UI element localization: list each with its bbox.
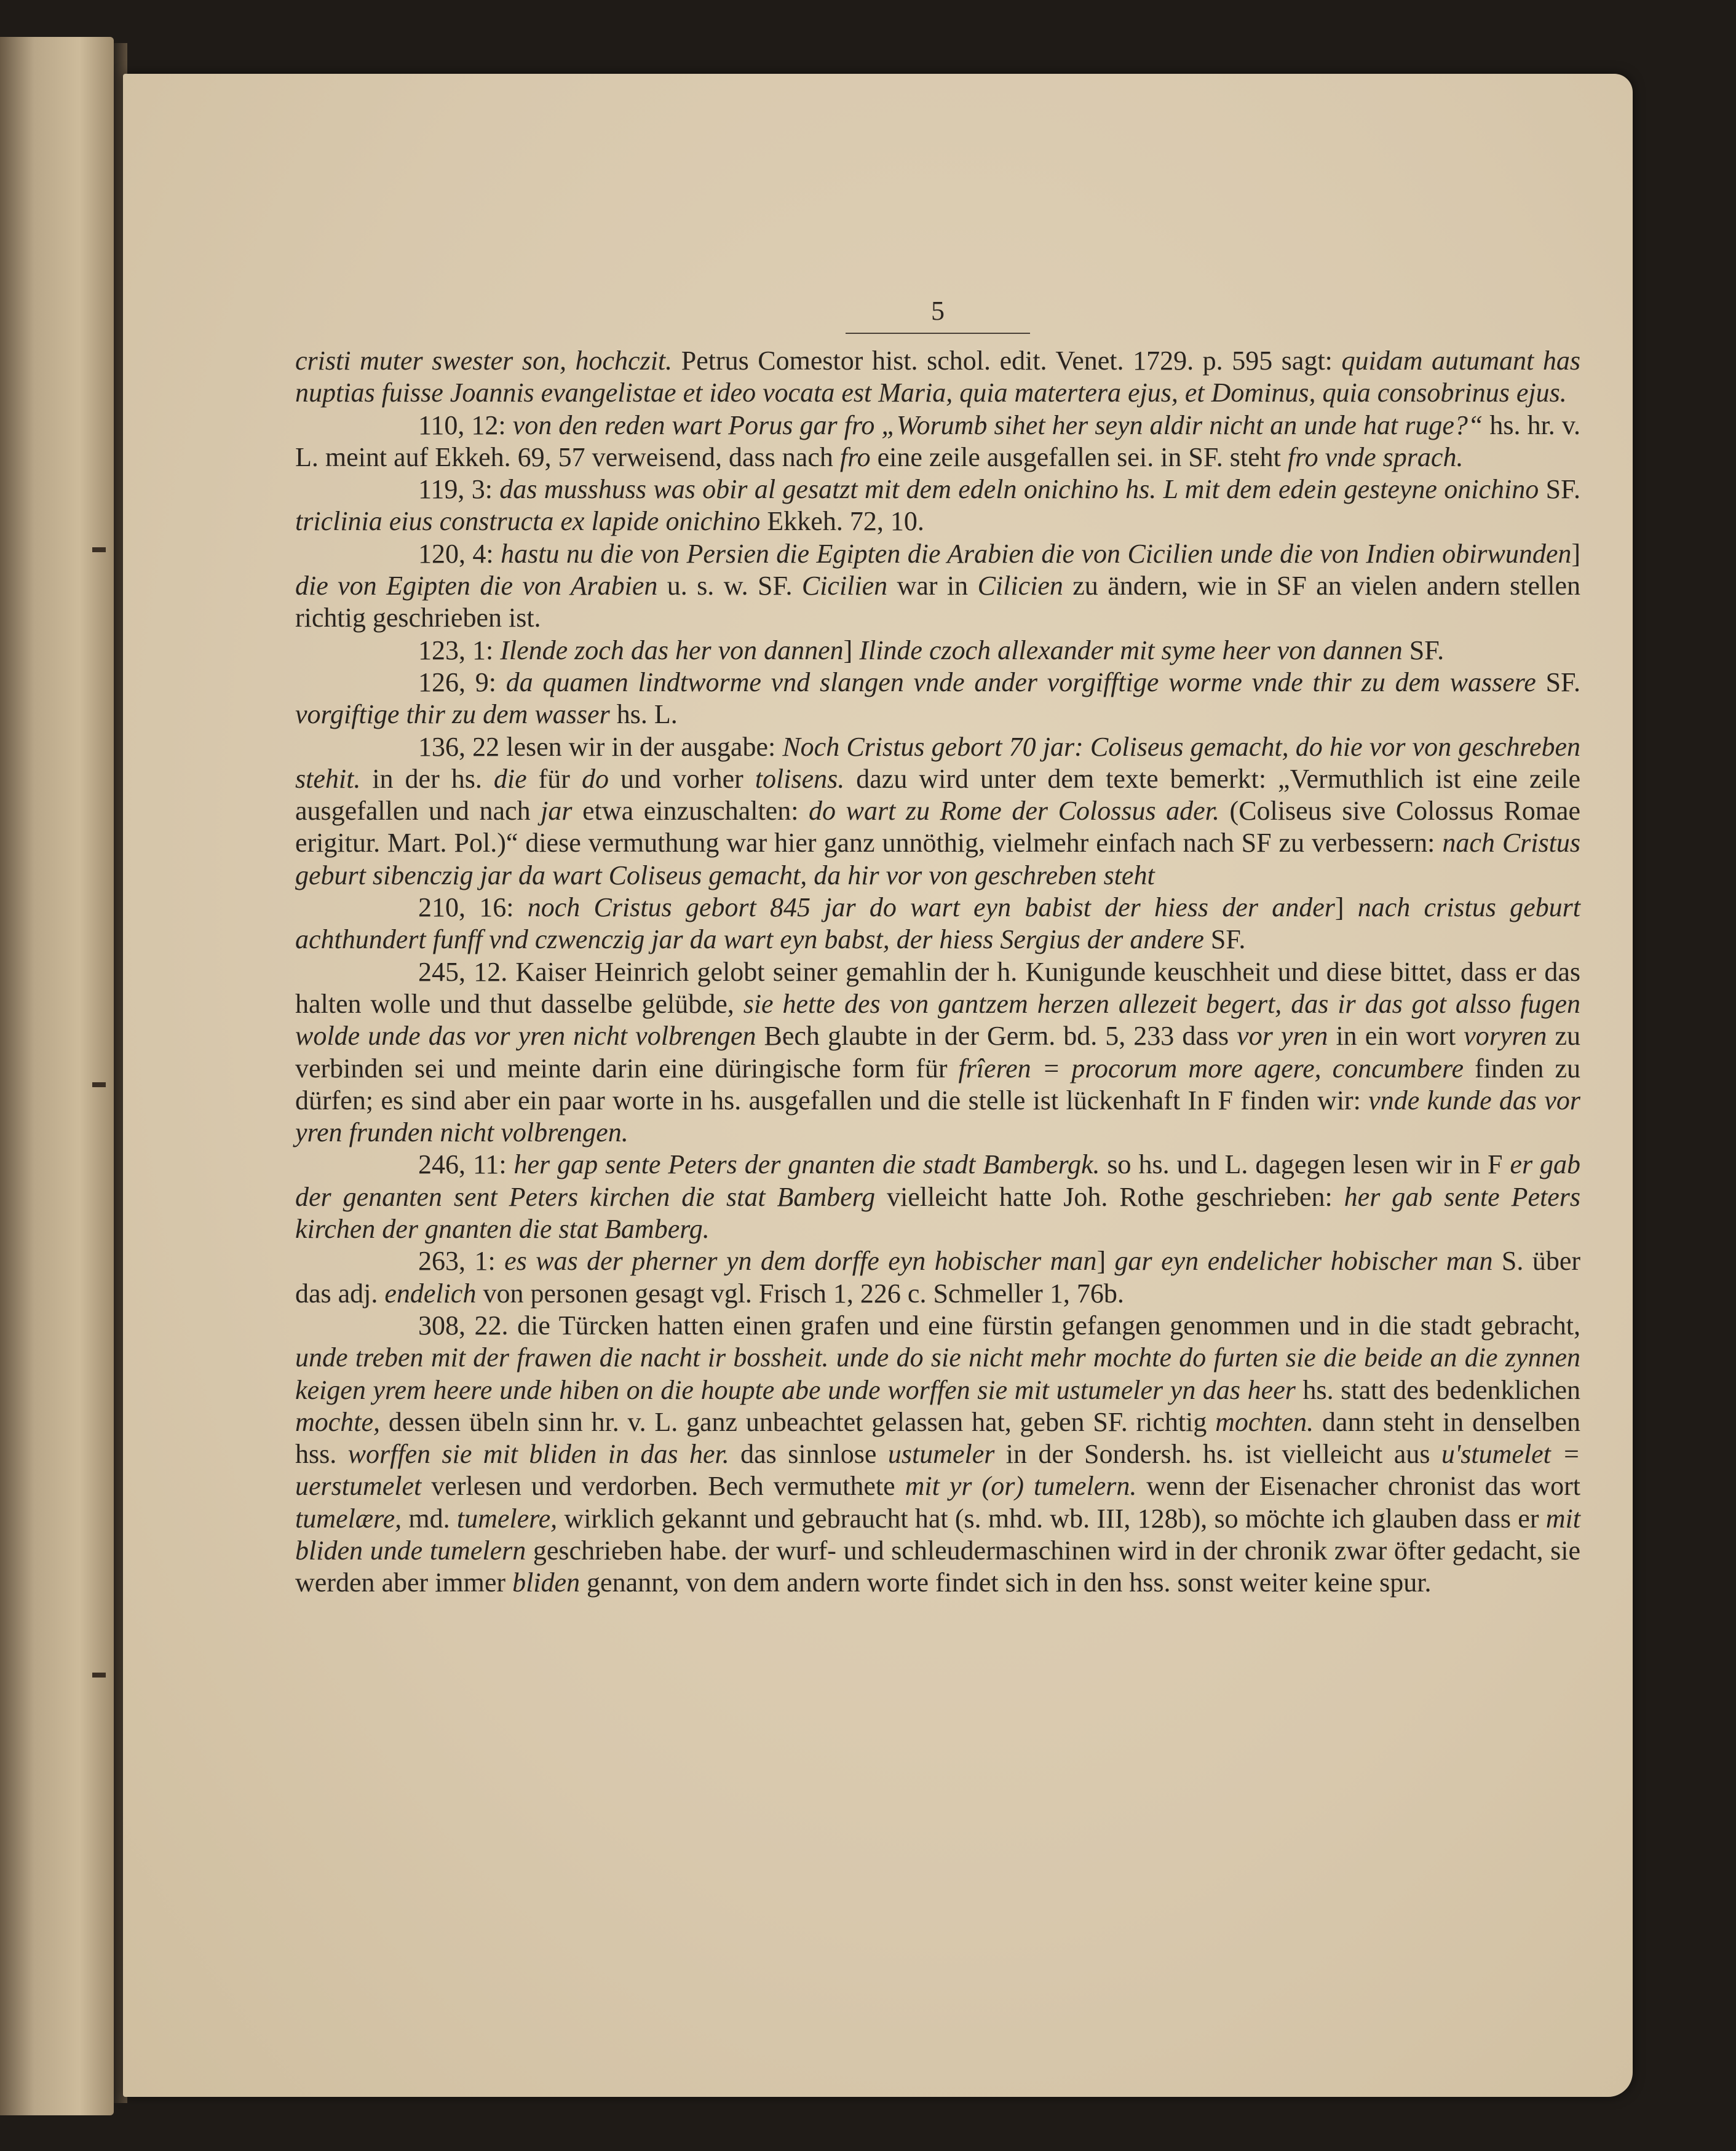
page-edge-mark <box>92 547 106 552</box>
text-run: hs. hr. v. L. meint auf Ekkeh. 69, 57 verweisend, dass nach <box>295 410 1581 472</box>
text-run: ] <box>1096 1246 1115 1277</box>
italic-quote: endelich <box>384 1278 477 1309</box>
paragraph <box>295 345 1580 410</box>
text-run: dazu wird unter dem texte bemerkt: „Vermuthlich ist eine zeile ausgefallen und nach <box>295 763 1580 826</box>
italic-quote: Cicilien <box>801 571 888 601</box>
paragraph <box>295 1310 1580 1599</box>
text-run: 246, 11: <box>418 1149 514 1180</box>
paragraph <box>295 892 1580 956</box>
text-run: 136, 22 lesen wir in der ausgabe: <box>418 731 783 762</box>
text-run: eine zeile ausgefallen sei. in SF. steht <box>870 442 1288 472</box>
page-edge-mark <box>92 1673 106 1678</box>
text-run: finden zu dürfen; es sind aber ein paar worte in hs. ausgefallen und die stelle ist lückenhaft In F finden wir: <box>295 1053 1580 1115</box>
italic-quote: nach Cristus geburt sibenczig jar da wart Coliseus gemacht, da hir vor von geschreben steht <box>295 828 1581 890</box>
italic-quote: es was der pherner yn dem dorffe eyn hobischer man <box>504 1246 1097 1277</box>
text-run: für <box>526 763 582 794</box>
text-run: 119, 3: <box>418 474 500 505</box>
italic-quote: u'stumelet = uerstumelet <box>295 1439 1580 1502</box>
text-run: vielleicht hatte Joh. Rothe geschrieben: <box>875 1181 1344 1212</box>
italic-quote: mochte, <box>295 1406 381 1437</box>
book-page <box>123 74 1633 2097</box>
italic-quote: triclinia eius constructa ex lapide onichino <box>295 506 761 537</box>
text-run: SF. <box>1536 667 1580 697</box>
italic-quote: die <box>493 763 527 794</box>
text-run: hs. L. <box>609 699 678 730</box>
italic-quote: fro <box>839 442 871 472</box>
italic-quote: her gap sente Peters der gnanten die stadt Bambergk. <box>513 1149 1100 1180</box>
italic-quote: gar eyn endelicher hobischer man <box>1114 1246 1493 1277</box>
italic-quote: frîeren = procorum more agere, concumbere <box>958 1053 1464 1083</box>
text-run: Ekkeh. 72, 10. <box>760 506 924 537</box>
italic-quote: Noch Cristus gebort 70 jar: Coliseus gemacht, do hie vor von geschreben stehit. <box>295 731 1580 794</box>
paragraph <box>295 473 1580 538</box>
italic-quote: hastu nu die von Persien die Egipten die Arabien die von Cicilien unde die von Indien obirwunden <box>501 538 1572 569</box>
paragraph <box>295 538 1580 635</box>
italic-quote: die von Egipten die von Arabien <box>295 571 658 601</box>
text-run: das sinnlose <box>729 1439 888 1470</box>
paragraph <box>295 956 1580 1149</box>
text-run: S. über das adj. <box>295 1246 1580 1309</box>
italic-quote: ustumeler <box>887 1439 995 1470</box>
italic-quote: unde treben mit der frawen die nacht ir bossheit. unde do sie nicht mehr mochte do furten sie die beide an die zynnen keigen yrem heere unde hiben on die houpte abe unde worffen sie mit ustumeler yn das heer <box>295 1342 1580 1405</box>
previous-page-edge <box>0 37 114 2115</box>
italic-quote: vor yren <box>1237 1021 1328 1052</box>
text-run: etwa einzuschalten: <box>572 796 809 826</box>
italic-quote: mit bliden unde tumelern <box>295 1503 1580 1566</box>
text-run: 110, 12: <box>418 410 513 440</box>
text-run: dann steht in denselben hss. <box>295 1406 1580 1470</box>
text-run: zu ändern, wie in SF an vielen andern stellen richtig geschrieben ist. <box>295 571 1581 633</box>
italic-quote: er gab der genanten sent Peters kirchen die stat Bamberg <box>295 1149 1581 1212</box>
page-number: 5 <box>846 295 1030 334</box>
italic-quote: worffen sie mit bliden in das her. <box>347 1439 729 1470</box>
text-run: 308, 22. die Türcken hatten einen grafen und eine fürstin gefangen genommen und in die stadt gebracht, <box>418 1310 1580 1341</box>
italic-quote: Ilinde czoch allexander mit syme heer von dannen <box>859 635 1403 665</box>
italic-quote: Cilicien <box>977 571 1063 601</box>
text-run: geschrieben habe. der wurf- und schleudermaschinen wird in der chronik zwar öfter gedacht, sie werden aber immer <box>295 1535 1580 1598</box>
text-run: 120, 4: <box>418 538 501 569</box>
paragraph <box>295 731 1580 892</box>
text-run: 123, 1: <box>418 635 501 665</box>
paragraph <box>295 1245 1580 1310</box>
text-run: so hs. und L. dagegen lesen wir in F <box>1100 1149 1510 1180</box>
text-run: Bech glaubte in der Germ. bd. 5, 233 dass <box>756 1021 1237 1052</box>
italic-quote: vorgiftige thir zu dem wasser <box>295 699 610 730</box>
text-run: 210, 16: <box>418 892 528 923</box>
paragraph <box>295 410 1580 474</box>
text-run: ] <box>1571 538 1581 569</box>
text-run: 245, 12. Kaiser Heinrich gelobt seiner gemahlin der h. Kunigunde keuschheit und diese bittet, dass er das halten wolle und thut dasselbe gelübde, <box>295 956 1580 1019</box>
text-run: 263, 1: <box>418 1246 505 1277</box>
text-run: in der hs. <box>360 763 494 794</box>
italic-quote: mochten. <box>1215 1406 1314 1437</box>
italic-quote: Ilende zoch das her von dannen <box>500 635 844 665</box>
italic-quote: voryren <box>1464 1021 1547 1052</box>
italic-quote: do wart zu Rome der Colossus ader. <box>809 796 1219 826</box>
text-run: (Coliseus sive Colossus Romae erigitur. Mart. Pol.)“ diese vermuthung war hier ganz unnöthig, vielmehr einfach nach SF zu verbessern: <box>295 796 1580 858</box>
text-run: genannt, von dem andern worte findet sich in den hss. sonst weiter keine spur. <box>580 1567 1432 1598</box>
italic-quote: das musshuss was obir al gesatzt mit dem edeln onichino hs. L mit dem edein gesteyne onichino <box>499 474 1539 505</box>
italic-quote: vnde kunde das vor yren frunden nicht volbrengen. <box>295 1085 1580 1148</box>
text-run: in der Sondersh. hs. ist vielleicht aus <box>994 1439 1441 1470</box>
italic-quote: nach cristus geburt achthundert funff vnd czwenczig jar da wart eyn babst, der hiess Sergius der andere <box>295 892 1581 955</box>
text-run: wenn der Eisenacher chronist das wort <box>1136 1471 1580 1502</box>
italic-quote: quidam autumant has nuptias fuisse Joannis evangelistae et ideo vocata est Maria, quia matertera ejus, et Dominus, quia consobrinus ejus. <box>295 346 1580 408</box>
italic-quote: tumelere, <box>456 1503 558 1534</box>
text-run: in ein wort <box>1328 1021 1464 1052</box>
text-run: md. <box>402 1503 457 1534</box>
italic-quote: jar <box>541 796 573 826</box>
italic-quote: cristi muter swester son, hochczit. <box>295 346 673 376</box>
italic-quote: da quamen lindtworme vnd slangen vnde ander vorgifftige worme vnde thir zu dem wassere <box>505 667 1536 697</box>
text-run: von personen gesagt vgl. Frisch 1, 226 c. Schmeller 1, 76b. <box>476 1278 1124 1309</box>
text-run: zu verbinden sei und meinte darin eine düringische form für <box>295 1021 1580 1083</box>
italic-quote: sie hette des von gantzem herzen allezeit begert, das ir das got alsso fugen wolde unde das vor yren nicht volbrengen <box>295 988 1580 1052</box>
text-run: u. s. w. SF. <box>657 571 802 601</box>
text-run: ] <box>843 635 860 665</box>
text-run: SF. <box>1539 474 1580 505</box>
page-content <box>295 295 1580 1599</box>
paragraph <box>295 667 1580 731</box>
text-run: SF. <box>1402 635 1445 665</box>
text-run: 126, 9: <box>418 667 506 697</box>
text-run: dessen übeln sinn hr. v. L. ganz unbeachtet gelassen hat, geben SF. richtig <box>380 1406 1216 1437</box>
italic-quote: mit yr (or) tumelern. <box>905 1471 1137 1502</box>
italic-quote: do <box>581 763 609 794</box>
text-run: verlesen und verdorben. Bech vermuthete <box>421 1471 905 1502</box>
text-run: SF. <box>1203 924 1246 955</box>
italic-quote: fro vnde sprach. <box>1287 442 1464 472</box>
paragraph <box>295 1149 1580 1245</box>
body-text <box>295 345 1580 1599</box>
paragraph <box>295 635 1580 667</box>
text-run: ] <box>1334 892 1358 923</box>
italic-quote: tumelære, <box>295 1503 402 1534</box>
italic-quote: noch Cristus gebort 845 jar do wart eyn babist der hiess der ander <box>527 892 1335 923</box>
text-run: wirklich gekannt und gebraucht hat (s. mhd. wb. III, 128b), so möchte ich glauben dass er <box>557 1503 1546 1534</box>
italic-quote: her gab sente Peters kirchen der gnanten die stat Bamberg. <box>295 1181 1580 1245</box>
italic-quote: von den reden wart Porus gar fro „Worumb sihet her seyn aldir nicht an unde hat ruge?“ <box>512 410 1483 440</box>
italic-quote: bliden <box>512 1567 581 1598</box>
text-run: Petrus Comestor hist. schol. edit. Venet. 1729. p. 595 sagt: <box>672 346 1342 376</box>
text-run: und vorher <box>608 763 755 794</box>
text-run: war in <box>887 571 978 601</box>
text-run: hs. statt des bedenklichen <box>1295 1374 1580 1405</box>
page-edge-mark <box>92 1082 106 1087</box>
italic-quote: tolisens. <box>755 763 845 794</box>
